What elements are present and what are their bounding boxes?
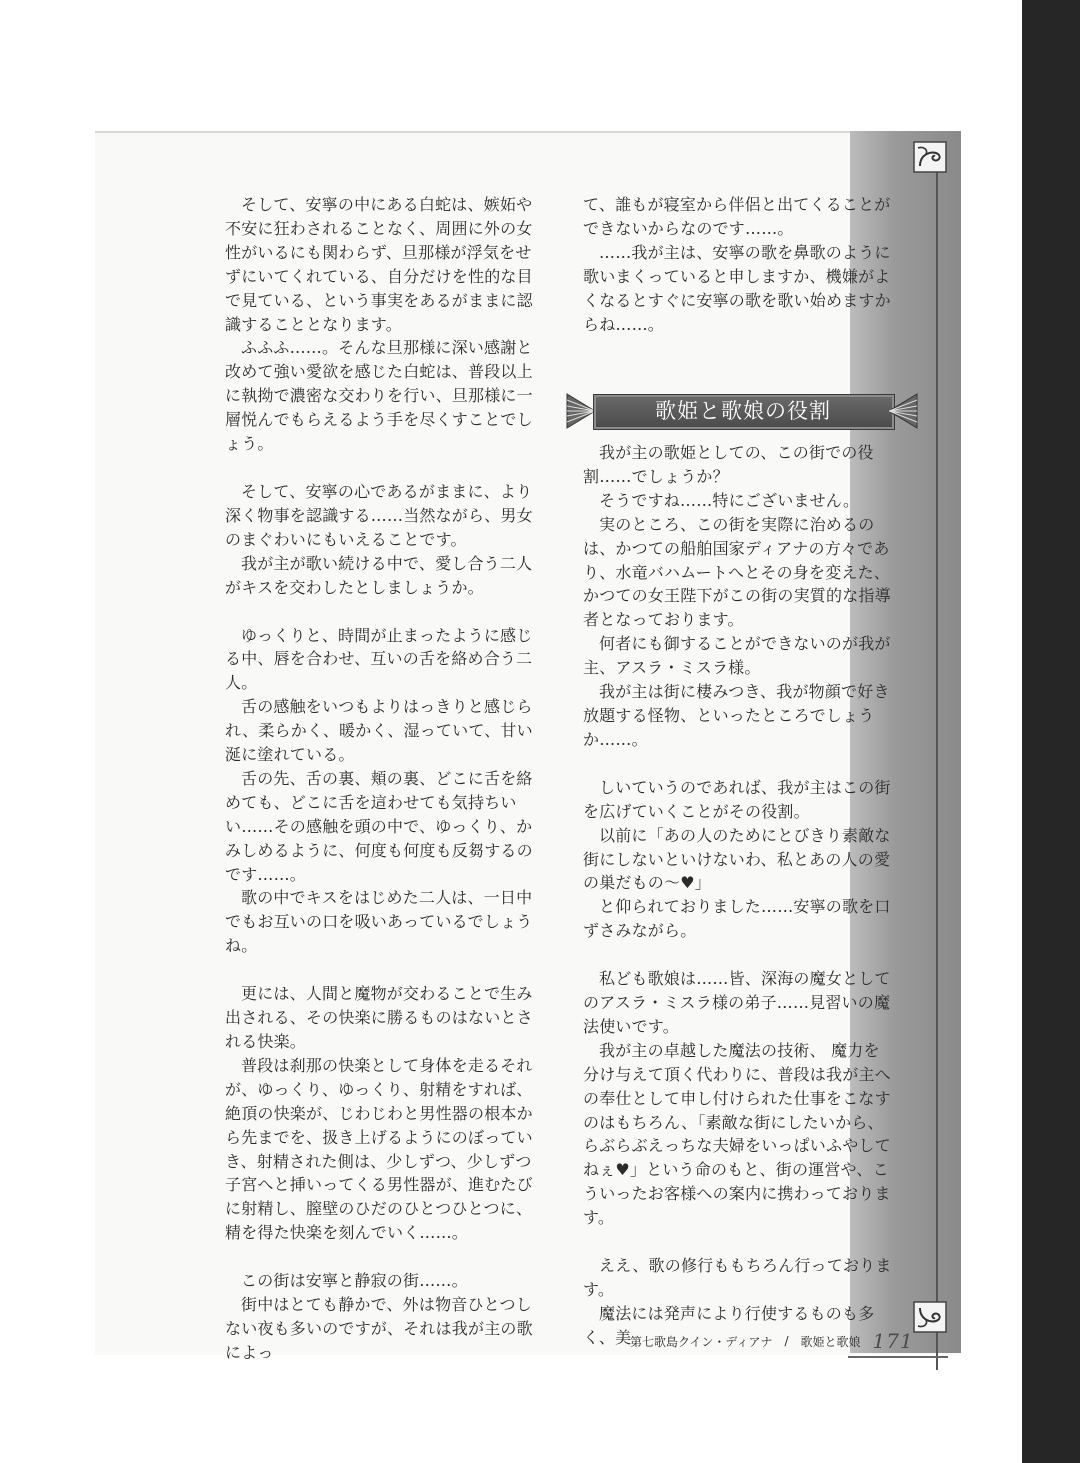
paragraph-gap [583,943,893,967]
paragraph: 舌の先、舌の裏、頬の裏、どこに舌を絡めても、どこに舌を這わせても気持ちいい……その感触を頭の中で、ゆっくり、かみしめるように、何度も何度も反芻するのです……。 [225,768,533,884]
paragraph: 更には、人間と魔物が交わることで生み出される、その快楽に勝るものはないとされる快楽。 [225,984,533,1051]
paragraph: 何者にも御することができないのが我が主、アスラ・ミスラ様。 [583,634,891,678]
paragraph: て、誰もが寝室から伴侶と出てくることができないからなのです……。 [583,195,891,238]
fan-ornament-left-icon [563,388,597,434]
paragraph: そうですね……特にございません。 [599,490,860,510]
paragraph: ええ、歌の修行ももちろん行っております。 [583,1256,892,1299]
paragraph-gap [225,456,545,480]
paragraph: 私ども歌娘は……皆、深海の魔女としてのアスラ・ミスラ様の弟子……見習いの魔法使いです。 [583,969,891,1036]
paragraph: 我が主の歌姫としての、この街での役割……でしょうか？ [583,443,874,486]
paragraph: ふふふ……。そんな旦那様に深い感謝と改めて強い愛欲を感じた白蛇は、普段以上に執拗で濃密な交わりを行い、旦那様に一層悦んでもらえるよう手を尽くすことでしょう。 [225,338,533,454]
paragraph: 街中はとても静かで、外は物音ひとつしない夜も多いのですが、それは我が主の歌によっ [225,1295,533,1362]
paragraph: 実のところ、この街を実際に治めるのは、かつての船舶国家ディアナの方々であり、水竜バハムートへとその身を変えた、かつての女王陛下がこの街の実質的な指導者となっております。 [583,514,891,630]
right-text-column-top [583,193,893,336]
paragraph: 舌の感触をいつもよりはっきりと感じられ、柔らかく、暖かく、湿っていて、甘い涎に塗れている。 [225,697,533,765]
paragraph-gap [583,752,893,776]
paragraph-gap [225,600,545,624]
ornament-top-icon [912,140,948,174]
paragraph: 我が主は街に棲みつき、我が物顔で好き放題する怪物、といったところでしょうか……。 [583,682,890,749]
paragraph: 以前に「あの人のためにとびきり素敵な街にしないといけないわ、私とあの人の愛の巣だもの～♥」 [583,825,891,893]
page-footer [630,1326,914,1356]
paragraph: この街は安寧と静寂の街……。 [241,1271,468,1291]
footer-chapter: 歌姫と歌娘 [800,1334,861,1349]
footer-rule [848,1356,948,1358]
paragraph-gap [583,1230,893,1254]
left-text-column [225,193,545,1365]
paragraph: ……我が主は、安寧の歌を鼻歌のように歌いまくっていると申しますか、機嫌がよくなるとすぐに安寧の歌を歌い始めますからね……。 [583,242,891,334]
paragraph-gap [225,958,545,982]
paragraph: ゆっくりと、時間が止まったように感じる中、唇を合わせ、互いの舌を絡め合う二人。 [225,625,533,693]
paragraph: そして、安寧の心であるがままに、より深く物事を認識する……当然ながら、男女のまぐわいにもいえることです。 [225,481,533,549]
paragraph: 我が主が歌い続ける中で、愛し合う二人がキスを交わしたとしましょうか。 [225,553,533,597]
paragraph: そして、安寧の中にある白蛇は、嫉妬や不安に狂わされることなく、周囲に外の女性がいるにも関わらず、旦那様が浮気をせずにいてくれている、自分だけを性的な目で見ている、という事実をあるがままに認識することとなります。 [225,195,533,334]
paragraph: と仰られておりました……安寧の歌を口ずさみながら。 [583,897,891,941]
fan-ornament-right-icon [887,388,921,434]
paragraph: 普段は刹那の快楽として身体を走るそれが、ゆっくり、ゆっくり、射精をすれば、絶頂の快楽が、じわじわと男性器の根本から先までを、扱き上げるようにのぼっていき、射精された側は、少しずつ、少しずつ子宮へと挿いってくる男性器が、進むたびに射精し、膣壁のひだのひとつひとつに、精を得た快楽を刻んでいく……。 [225,1055,533,1243]
paragraph: 我が主の卓越した魔法の技術、 魔力を分け与えて頂く代わりに、普段は我が主への奉仕として申し付けられた仕事をこなすのはもちろん、「素敵な街にしたいから、らぶらぶえっちな夫婦をいっぱいふやしてねぇ♥」という命のもと、街の運営や、こういったお客様への案内に携わっております。 [583,1040,891,1228]
page-number: 171 [872,1329,914,1353]
scanner-edge [1022,0,1080,1463]
right-text-column-main [583,441,893,1350]
border-rule [936,160,938,1370]
paragraph-gap [225,1245,545,1269]
paragraph: 歌の中でキスをはじめた二人は、一日中でもお互いの口を吸いあっているでしょうね。 [225,888,533,956]
section-heading [563,388,921,434]
footer-separator: / [784,1334,789,1348]
footer-book-title: 第七歌島クイン・ディアナ [630,1334,773,1349]
paragraph: しいていうのであれば、我が主はこの街を広げていくことがその役割。 [583,777,891,821]
section-heading-title: 歌姫と歌娘の役割 [655,399,831,423]
paragraph: 魔法には発声により行使するものも多く、美 [583,1303,875,1347]
ornament-bottom-icon [912,1300,948,1334]
